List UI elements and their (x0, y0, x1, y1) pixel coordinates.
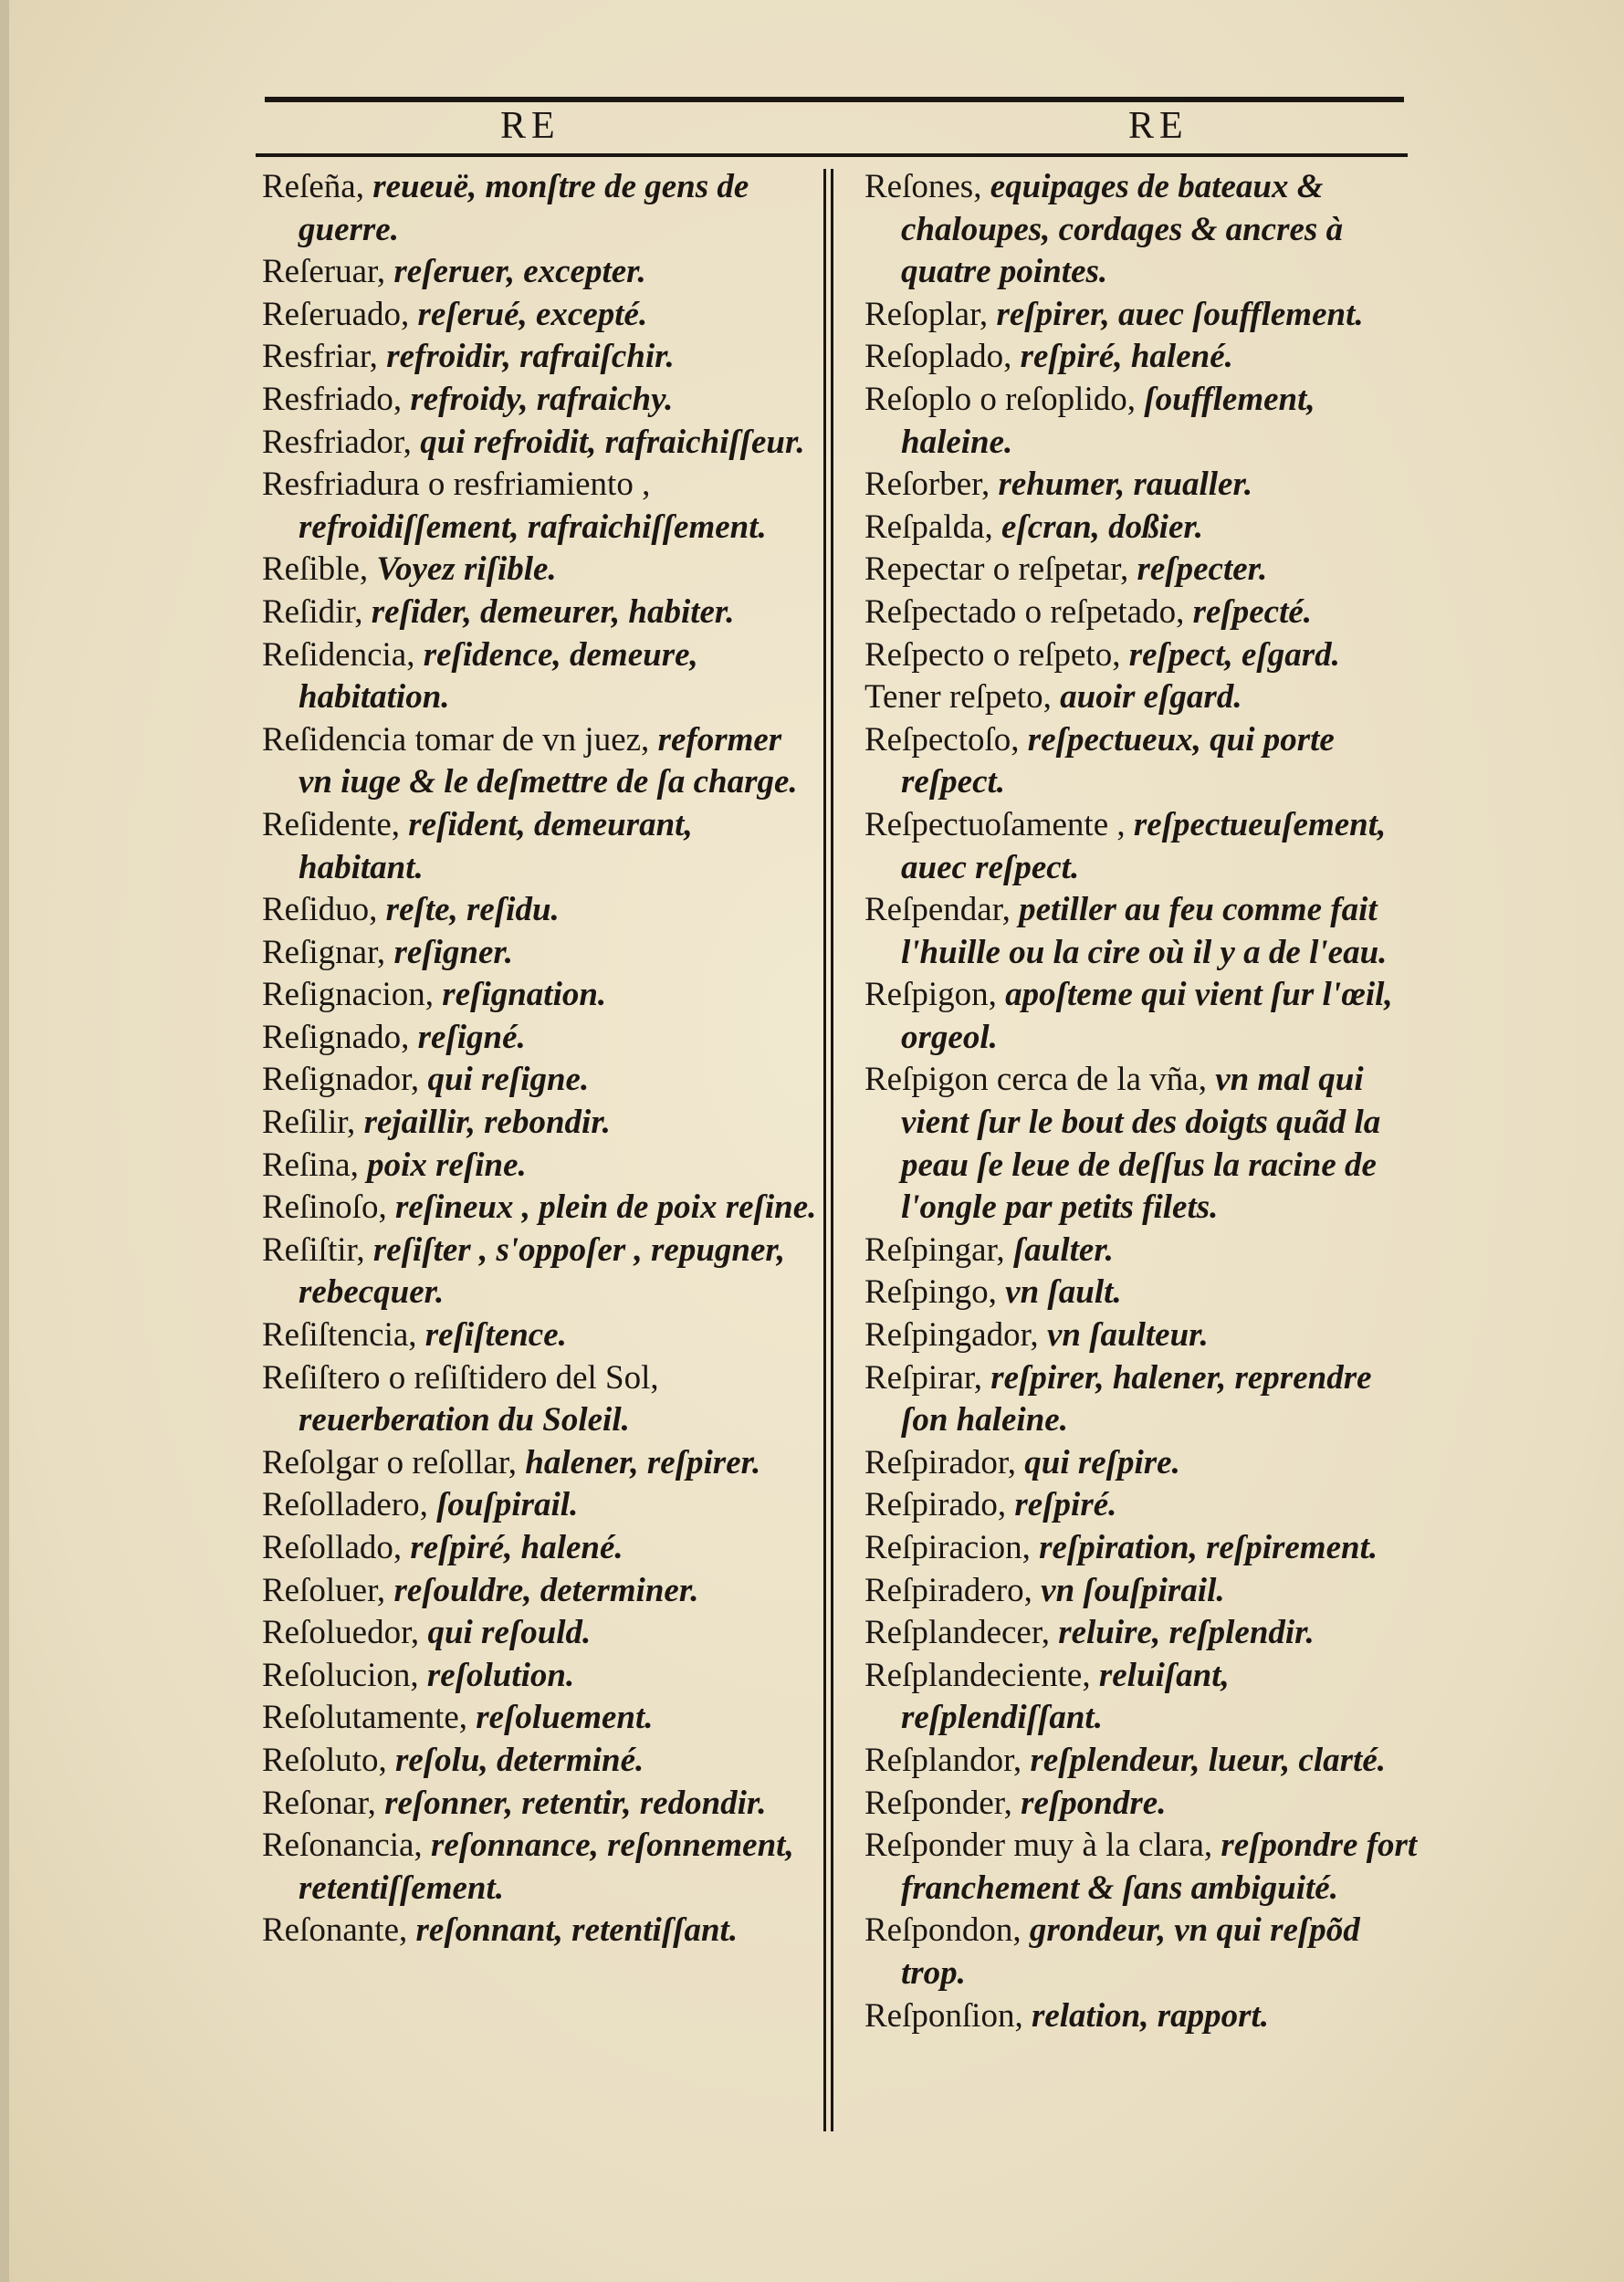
entry-definition: reſpiré, halené. (1020, 338, 1233, 376)
entry-definition: rejaillir, rebondir. (363, 1104, 611, 1142)
dictionary-entry (864, 974, 1421, 1059)
dictionary-entry (864, 549, 1421, 591)
entry-headword: Reſpiradero, (864, 1571, 1032, 1609)
entry-headword: Reſiſtencia, (262, 1316, 417, 1355)
entry-headword: Reſeña, (262, 168, 364, 205)
entry-definition: reſigner. (393, 933, 513, 971)
entry-headword: Reſpirar, (864, 1358, 982, 1397)
dictionary-entry (262, 1910, 819, 1952)
entry-definition: reſident, demeurant, habitant. (299, 805, 693, 886)
entry-headword: Reſolladero, (262, 1486, 428, 1524)
entry-definition: reſignation. (442, 976, 607, 1014)
dictionary-entry (262, 932, 819, 975)
entry-headword: Reſorber, (864, 466, 990, 504)
entry-headword: Reſonancia, (262, 1827, 423, 1865)
entry-definition: reſoluement. (476, 1699, 654, 1737)
entry-definition: ſouſpirail. (436, 1486, 579, 1524)
entry-definition: reſpectueux, qui porte reſpect. (901, 720, 1335, 801)
entry-definition: reformer vn iuge & le deſmettre de ſa charge. (299, 720, 798, 801)
entry-definition: vn ſault. (1005, 1273, 1122, 1312)
entry-headword: Reſpingo, (864, 1273, 997, 1312)
running-head-right: RE (1128, 105, 1189, 147)
entry-definition: reſpectueuſement, auec reſpect. (901, 805, 1387, 886)
entry-definition: reſiſtence. (424, 1316, 567, 1355)
running-head-left: RE (500, 105, 561, 147)
dictionary-entry (262, 294, 819, 337)
entry-definition: reſpirer, halener, reprendre ſon haleine. (901, 1358, 1372, 1439)
entry-definition: reſouldre, determiner. (393, 1571, 699, 1609)
entry-definition: qui refroidit, rafraichiſſeur. (420, 423, 805, 461)
dictionary-entry (864, 1357, 1421, 1442)
dictionary-entry (864, 591, 1421, 634)
entry-headword: Reſponder, (864, 1784, 1012, 1822)
page-edge-shadow (0, 0, 9, 2282)
entry-headword: Reſidencia tomar de vn juez, (262, 720, 650, 759)
entry-headword: Reſidente, (262, 805, 401, 843)
dictionary-entry (262, 1527, 819, 1570)
entry-definition: reuerberation du Soleil. (299, 1401, 630, 1439)
entry-headword: Reſollado, (262, 1529, 403, 1566)
entry-headword: Reſignacion, (262, 976, 435, 1014)
dictionary-entry (864, 1272, 1421, 1314)
dictionary-entry (262, 1357, 819, 1442)
entry-headword: Reſiſtir, (262, 1230, 365, 1269)
dictionary-entry (864, 889, 1421, 974)
entry-headword: Reſpingador, (864, 1316, 1039, 1355)
entry-headword: Reſinoſo, (262, 1188, 387, 1227)
dictionary-entry (864, 634, 1421, 677)
entry-definition: qui reſould. (427, 1614, 592, 1652)
dictionary-entry (262, 591, 819, 634)
entry-headword: Reſoluedor, (262, 1614, 420, 1652)
entry-definition: reſerué, excepté. (417, 295, 648, 333)
entry-definition: reſpondre. (1021, 1784, 1167, 1822)
dictionary-entry (864, 1825, 1421, 1910)
entry-definition: auoir eſgard. (1060, 678, 1242, 717)
entry-headword: Reſiſtero o reſiſtidero del Sol, (262, 1358, 659, 1397)
dictionary-entry (864, 1740, 1421, 1783)
entry-definition: Voyez riſible. (376, 550, 557, 589)
entry-headword: Reſpendar, (864, 891, 1011, 929)
entry-headword: Reſpecto o reſpeto, (864, 635, 1121, 674)
entry-headword: Reſpectado o reſpetado, (864, 592, 1185, 631)
dictionary-entry (864, 1314, 1421, 1357)
entry-headword: Resfriado, (262, 380, 403, 418)
entry-headword: Reſpigon, (864, 976, 997, 1014)
dictionary-entry (262, 634, 819, 719)
dictionary-entry (262, 422, 819, 465)
dictionary-entry (864, 1484, 1421, 1527)
dictionary-entry (864, 1230, 1421, 1272)
dictionary-entry (262, 1484, 819, 1527)
entry-definition: halener, reſpirer. (525, 1443, 761, 1481)
entry-definition: vn mal qui vient ſur le bout des doigts quãd la peau ſe leue de deſſus la racine de l'ongle par petits filets. (901, 1061, 1381, 1227)
entry-headword: Reſplandeciente, (864, 1656, 1091, 1694)
entry-headword: Reſina, (262, 1146, 359, 1184)
entry-headword: Reſpectuoſamente , (864, 805, 1126, 843)
entry-definition: reſpondre fort franchement & ſans ambiguité. (901, 1827, 1418, 1907)
dictionary-entry (262, 1740, 819, 1783)
entry-definition: refroidy, rafraichy. (410, 380, 674, 418)
entry-definition: apoſteme qui vient ſur l'œil, orgeol. (901, 976, 1393, 1056)
entry-headword: Reſpingar, (864, 1230, 1005, 1269)
dictionary-entry (262, 1017, 819, 1060)
entry-definition: qui reſpire. (1024, 1443, 1180, 1481)
entry-headword: Reſonar, (262, 1784, 376, 1822)
dictionary-entry (262, 336, 819, 379)
entry-headword: Reſolucion, (262, 1656, 419, 1694)
dictionary-entry (262, 166, 819, 251)
dictionary-entry (864, 464, 1421, 507)
entry-headword: Reſponſion, (864, 1996, 1023, 2035)
entry-headword: Reſidir, (262, 592, 363, 631)
entry-definition: reſonnant, retentiſſant. (415, 1911, 739, 1950)
dictionary-entry (262, 889, 819, 932)
dictionary-entry (864, 1995, 1421, 2038)
entry-headword: Tener reſpeto, (864, 678, 1052, 717)
dictionary-entry (864, 1612, 1421, 1655)
dictionary-entry (262, 804, 819, 889)
entry-definition: reluiſant, reſplendiſſant. (901, 1656, 1230, 1737)
entry-definition: reſpecté. (1192, 592, 1313, 631)
entry-definition: rehumer, raualler. (998, 466, 1253, 504)
dictionary-entry (262, 251, 819, 294)
entry-headword: Reſpigon cerca de la vña, (864, 1061, 1207, 1099)
dictionary-entry (864, 676, 1421, 719)
entry-definition: reſpect, eſgard. (1128, 635, 1340, 674)
entry-definition: eſcran, doßier. (1001, 508, 1203, 546)
entry-headword: Reſoplado, (864, 338, 1012, 376)
dictionary-entry (864, 804, 1421, 889)
entry-headword: Reſpirador, (864, 1443, 1016, 1481)
entry-headword: Reſignador, (262, 1061, 420, 1099)
entry-headword: Reſonante, (262, 1911, 408, 1950)
dictionary-entry (262, 379, 819, 422)
dictionary-entry (864, 1570, 1421, 1613)
entry-definition: relation, rapport. (1031, 1996, 1270, 2035)
entry-definition: grondeur, vn qui reſpõd trop. (901, 1911, 1360, 1992)
entry-definition: reſineux , plein de poix reſine. (394, 1188, 817, 1227)
entry-definition: reſonner, retentir, redondir. (384, 1784, 767, 1822)
dictionary-entry (262, 974, 819, 1017)
entry-definition: reſplendeur, lueur, clarté. (1030, 1741, 1386, 1779)
dictionary-entry (864, 1059, 1421, 1229)
entry-definition: ſoufflement, haleine. (901, 380, 1315, 461)
entry-definition: equipages de bateaux & chaloupes, cordages & ancres à quatre pointes. (901, 168, 1344, 291)
dictionary-entry (262, 1783, 819, 1826)
dictionary-entry (864, 1655, 1421, 1740)
dictionary-entry (262, 1314, 819, 1357)
dictionary-entry (262, 1825, 819, 1910)
dictionary-entry (262, 1145, 819, 1188)
entry-definition: reueuë, monſtre de gens de guerre. (299, 168, 749, 248)
entry-definition: petiller au feu comme fait l'huille ou la cire où il y a de l'eau. (901, 891, 1388, 971)
entry-definition: reſigné. (417, 1018, 526, 1056)
entry-headword: Resfriar, (262, 338, 378, 376)
entry-headword: Reſpondon, (864, 1911, 1022, 1950)
entry-headword: Reſidencia, (262, 635, 415, 674)
entry-definition: qui reſigne. (427, 1061, 590, 1099)
dictionary-entry (262, 1655, 819, 1698)
entry-headword: Reſolutamente, (262, 1699, 468, 1737)
entry-definition: reſeruer, excepter. (393, 253, 646, 291)
entry-headword: Reſpectoſo, (864, 720, 1020, 759)
entry-headword: Reſeruado, (262, 295, 410, 333)
dictionary-entry (262, 464, 819, 549)
column-divider (831, 169, 833, 2131)
entry-definition: reſidence, demeure, habitation. (299, 635, 698, 717)
entry-headword: Reſpirado, (864, 1486, 1007, 1524)
entry-headword: Reſones, (864, 168, 982, 205)
dictionary-entry (262, 719, 819, 804)
entry-definition: reſpecter. (1137, 550, 1268, 589)
dictionary-entry (262, 1102, 819, 1145)
entry-headword: Reſoluto, (262, 1741, 387, 1779)
dictionary-entry (864, 379, 1421, 464)
entry-headword: Reſoplo o reſoplido, (864, 380, 1136, 418)
dictionary-entry (864, 294, 1421, 337)
dictionary-entry (262, 1612, 819, 1655)
entry-headword: Resfriadura o resfriamiento , (262, 466, 651, 504)
entry-definition: refroidiſſement, rafraichiſſement. (299, 508, 767, 546)
entry-headword: Reſilir, (262, 1104, 356, 1142)
dictionary-entry (864, 1910, 1421, 1994)
entry-definition: reluire, reſplendir. (1058, 1614, 1315, 1652)
entry-headword: Reſeruar, (262, 253, 386, 291)
entry-headword: Reſolgar o reſollar, (262, 1443, 517, 1481)
dictionary-entry (262, 549, 819, 591)
entry-headword: Reſiduo, (262, 891, 378, 929)
entry-headword: Reſpalda, (864, 508, 993, 546)
dictionary-entry (262, 1230, 819, 1314)
entry-definition: reſpirer, auec ſoufflement. (996, 295, 1364, 333)
dictionary-entry (262, 1187, 819, 1230)
entry-definition: reſolu, determiné. (394, 1741, 644, 1779)
entry-definition: poix reſine. (367, 1146, 527, 1184)
dictionary-entry (262, 1570, 819, 1613)
dictionary-entry (864, 719, 1421, 804)
entry-headword: Reſplandor, (864, 1741, 1022, 1779)
entry-headword: Reſible, (262, 550, 369, 589)
entry-definition: refroidir, rafraiſchir. (386, 338, 675, 376)
entry-definition: reſolution. (426, 1656, 575, 1694)
entry-headword: Reſplandecer, (864, 1614, 1050, 1652)
entry-headword: Reſpiracion, (864, 1529, 1031, 1566)
dictionary-entry (864, 336, 1421, 379)
entry-headword: Resfriador, (262, 423, 412, 461)
dictionary-entry (262, 1059, 819, 1102)
dictionary-entry (864, 1442, 1421, 1485)
entry-headword: Reſoluer, (262, 1571, 386, 1609)
entry-definition: reſpiration, reſpirement. (1039, 1529, 1378, 1566)
dictionary-entry (864, 166, 1421, 294)
dictionary-entry (864, 507, 1421, 550)
right-column (864, 166, 1421, 2037)
entry-definition: reſpiré, halené. (410, 1529, 623, 1566)
left-column (262, 166, 819, 1952)
entry-headword: Reſoplar, (864, 295, 989, 333)
dictionary-entry (864, 1783, 1421, 1826)
head-rule (256, 153, 1408, 157)
entry-definition: vn ſouſpirail. (1041, 1571, 1225, 1609)
top-rule (265, 97, 1404, 102)
dictionary-entry (262, 1697, 819, 1740)
column-divider (823, 169, 826, 2131)
entry-definition: reſonnance, reſonnement, retentiſſement. (299, 1827, 794, 1907)
entry-definition: ſaulter. (1012, 1230, 1114, 1269)
dictionary-entry (864, 1527, 1421, 1570)
entry-headword: Repectar o reſpetar, (864, 550, 1129, 589)
entry-headword: Reſignado, (262, 1018, 410, 1056)
entry-definition: reſpiré. (1014, 1486, 1117, 1524)
entry-headword: Reſignar, (262, 933, 386, 971)
dictionary-entry (262, 1442, 819, 1485)
entry-definition: reſider, demeurer, habiter. (371, 592, 735, 631)
entry-definition: reſte, reſidu. (385, 891, 560, 929)
entry-definition: reſiſter , s'oppoſer , repugner, rebecquer. (299, 1230, 786, 1312)
entry-definition: vn ſaulteur. (1046, 1316, 1209, 1355)
entry-headword: Reſponder muy à la clara, (864, 1827, 1213, 1865)
